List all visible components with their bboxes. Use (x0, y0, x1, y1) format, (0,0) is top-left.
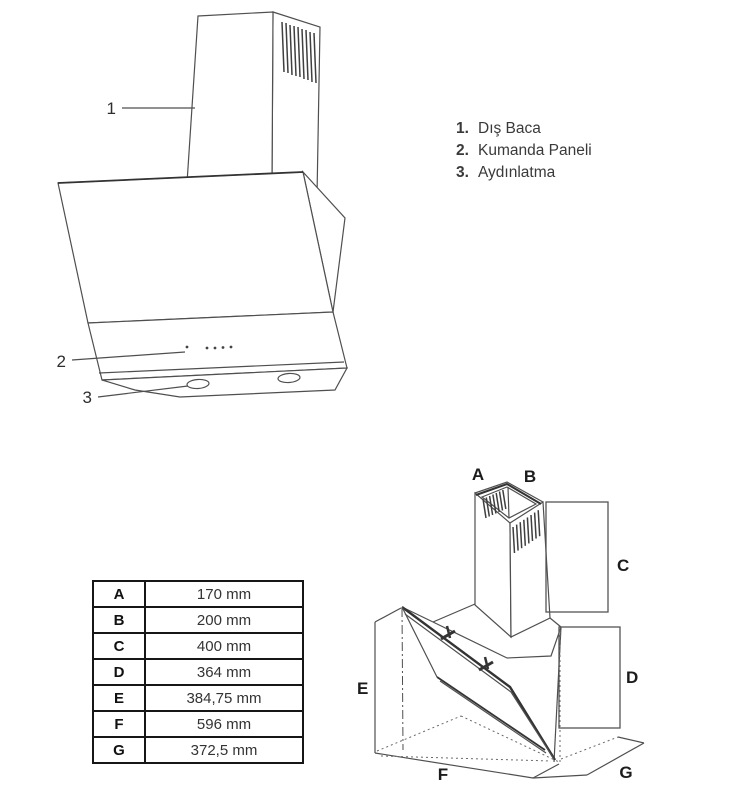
hood-overview-figure (30, 0, 450, 415)
dim-label-B: B (523, 467, 537, 486)
callout-1-label: 1 (106, 99, 116, 118)
table-row (93, 633, 303, 659)
part-number: 2. (456, 142, 469, 159)
dim-value: 384,75 mm (145, 685, 303, 711)
dim-E-lines (375, 608, 403, 753)
dim-value: 372,5 mm (145, 737, 303, 763)
table-row (93, 607, 303, 633)
dim-value: 596 mm (145, 711, 303, 737)
dim-label-G: G (619, 763, 633, 782)
dim-label-D: D (626, 668, 639, 687)
glass-panel (402, 607, 555, 760)
dim-label-E: E (357, 679, 369, 698)
base-plane (375, 630, 587, 778)
dim-key: F (93, 711, 145, 737)
callout-3-label: 3 (82, 388, 92, 407)
hood-dimensions-figure (355, 440, 735, 800)
glass-panel (58, 172, 333, 323)
table-row (93, 737, 303, 763)
chimney-duct (187, 12, 320, 196)
part-label: Kumanda Paneli (478, 142, 592, 159)
dim-key: E (93, 685, 145, 711)
table-row (93, 711, 303, 737)
parts-list-item (456, 140, 592, 162)
table-row (93, 685, 303, 711)
dim-key: G (93, 737, 145, 763)
dimensions-table (92, 580, 304, 764)
table-row (93, 581, 303, 607)
chimney-duct (475, 482, 550, 637)
dim-value: 170 mm (145, 581, 303, 607)
dim-value: 200 mm (145, 607, 303, 633)
parts-list (456, 118, 592, 184)
dim-label-C: C (617, 556, 630, 575)
part-label: Dış Baca (478, 120, 541, 137)
dim-label-A: A (471, 465, 485, 484)
dim-key: A (93, 581, 145, 607)
callout-2-label: 2 (56, 352, 66, 371)
parts-list-item (456, 118, 592, 140)
table-row (93, 659, 303, 685)
dim-label-F: F (437, 765, 449, 784)
dim-value: 364 mm (145, 659, 303, 685)
part-label: Aydınlatma (478, 164, 556, 181)
dim-key: D (93, 659, 145, 685)
dim-key: C (93, 633, 145, 659)
body-top-edges (402, 604, 561, 762)
dim-C-box (546, 502, 608, 612)
mounting-bracket-icon (441, 626, 455, 639)
part-number: 1. (456, 120, 469, 137)
dim-value: 400 mm (145, 633, 303, 659)
dim-D-box (559, 627, 620, 728)
dim-key: B (93, 607, 145, 633)
part-number: 3. (456, 164, 469, 181)
parts-list-item (456, 162, 592, 184)
